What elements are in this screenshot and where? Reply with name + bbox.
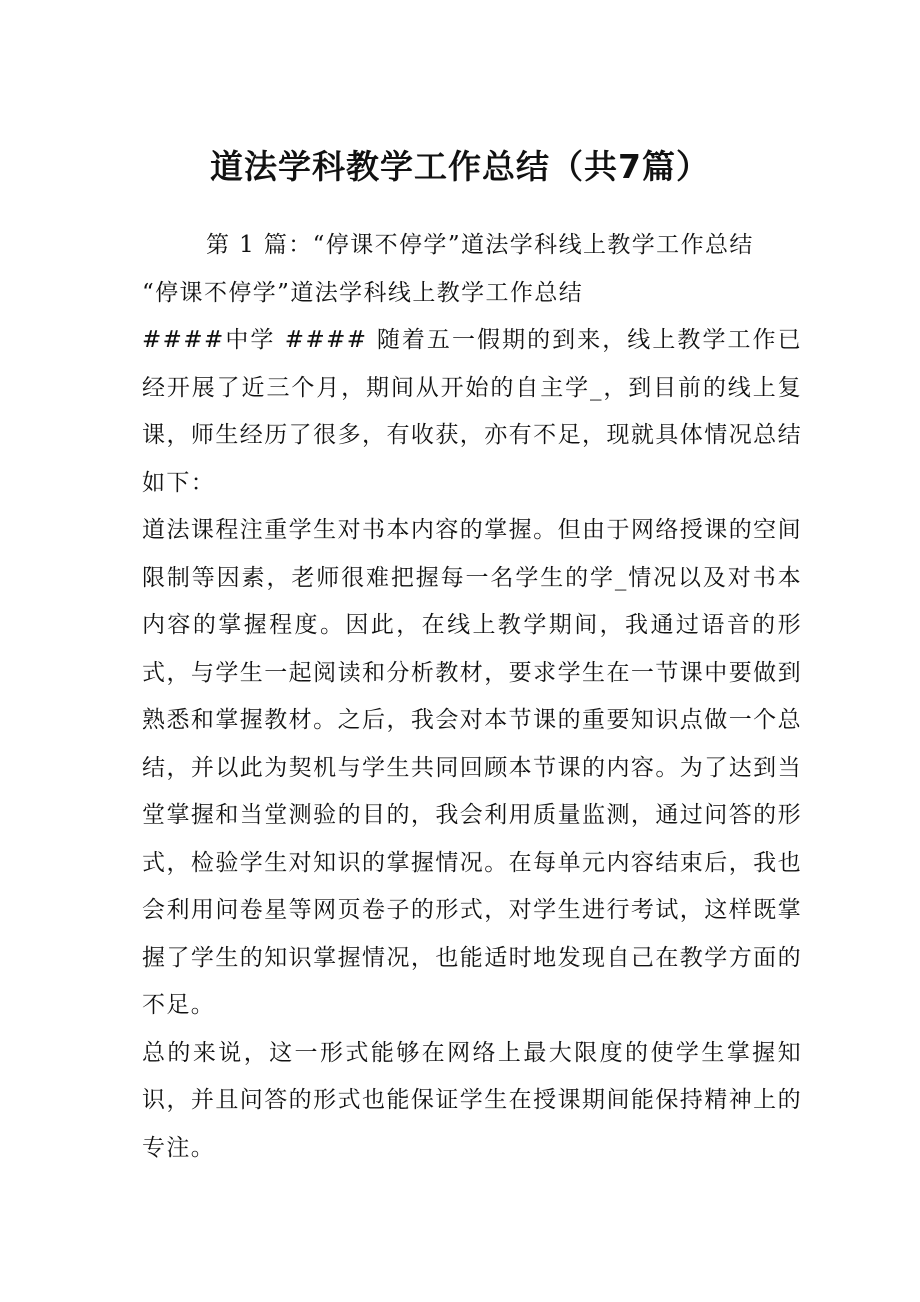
document-body	[142, 222, 802, 1172]
document-title: 道法学科教学工作总结（共7篇）	[210, 147, 710, 186]
body-paragraph-summary: 总的来说，这一形式能够在网络上最大限度的使学生掌握知识，并且问答的形式也能保证学生在授课期间能保持精神上的专注。	[142, 1039, 802, 1161]
body-paragraph-method: 道法课程注重学生对书本内容的掌握。但由于网络授课的空间限制等因素，老师很难把握每一名学生的学_情况以及对书本内容的掌握程度。因此，在线上教学期间，我通过语音的形式，与学生一起阅读和分析教材，要求学生在一节课中要做到熟悉和掌握教材。之后，我会对本节课的重要知识点做一个总结，并以此为契机与学生共同回顾本节课的内容。为了达到当堂掌握和当堂测验的目的，我会利用质量监测，通过问答的形式，检验学生对知识的掌握情况。在每单元内容结束后，我也会利用问卷星等网页卷子的形式，对学生进行考试，这样既掌握了学生的知识掌握情况，也能适时地发现自己在教学方面的不足。	[142, 517, 802, 1018]
section-heading: 第 1 篇：“停课不停学”道法学科线上教学工作总结	[206, 232, 754, 258]
body-paragraph-intro: ####中学 #### 随着五一假期的到来，线上教学工作已经开展了近三个月，期间从开始的自主学_，到目前的线上复课，师生经历了很多，有收获，亦有不足，现就具体情况总结如下：	[142, 327, 802, 496]
section-subtitle: “停课不停学”道法学科线上教学工作总结	[142, 279, 584, 306]
